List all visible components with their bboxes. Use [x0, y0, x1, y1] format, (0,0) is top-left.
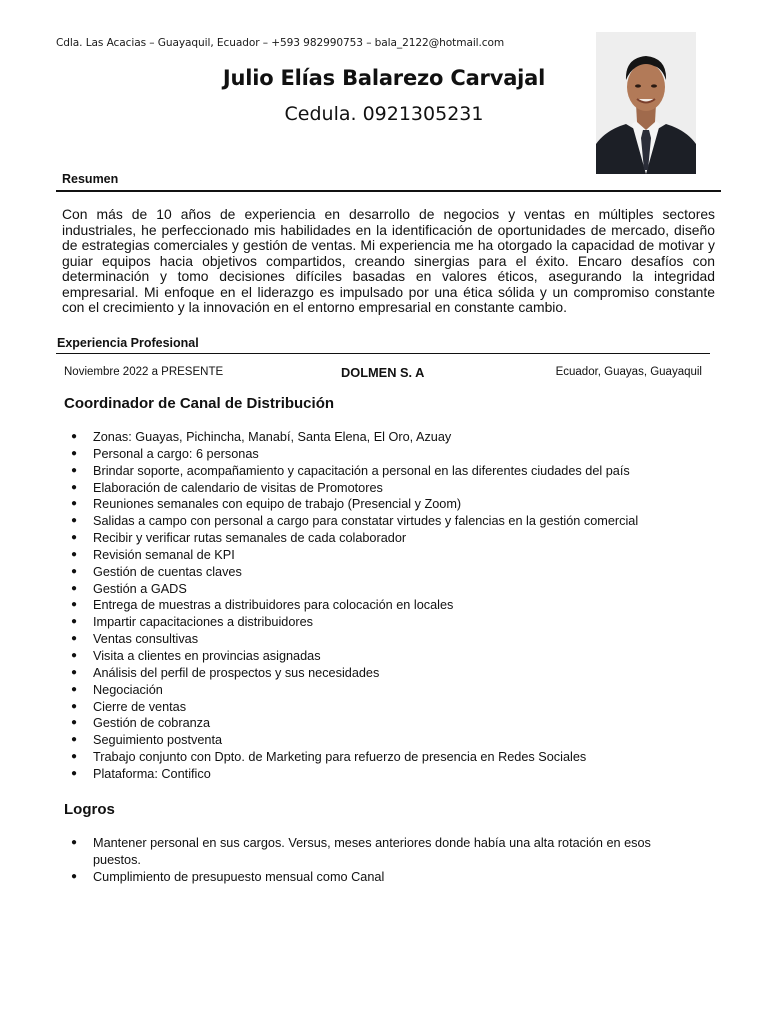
list-item: ● Zonas: Guayas, Pichincha, Manabí, Santa Elena, El Oro, Azuay	[71, 430, 452, 444]
bullet-icon: ●	[71, 633, 78, 645]
responsibilities-list	[62, 429, 702, 783]
experience-date: Noviembre 2022 a PRESENTE	[64, 366, 224, 378]
list-item: ● Ventas consultivas	[71, 632, 199, 647]
list-item: ● Recibir y verificar rutas semanales de cada colaborador	[71, 531, 407, 546]
list-item: ● Gestión de cobranza	[71, 716, 211, 731]
list-item: ● Salidas a campo con personal a cargo para constatar virtudes y falencias en la gestión comercial	[71, 514, 639, 529]
list-item: ● Plataforma: Contifico	[71, 766, 211, 781]
bullet-icon: ●	[71, 700, 78, 712]
bullet-icon: ●	[71, 532, 78, 544]
logros-heading: Logros	[64, 801, 115, 818]
list-item: ● Brindar soporte, acompañamiento y capacitación a personal en las diferentes ciudades del país	[71, 463, 630, 478]
bullet-icon: ●	[71, 837, 78, 848]
bullet-icon: ●	[71, 734, 78, 746]
bullet-icon: ●	[71, 683, 78, 695]
contact-line: Cdla. Las Acacias – Guayaquil, Ecuador – +593 982990753 – bala_2122@hotmail.com	[56, 37, 505, 49]
bullet-icon: ●	[71, 464, 78, 476]
list-item: ● Negociación	[71, 682, 163, 697]
bullet-icon: ●	[71, 515, 78, 527]
list-item: ● Personal a cargo: 6 personas	[71, 446, 259, 461]
list-item: ● Análisis del perfil de prospectos y sus necesidades	[71, 665, 380, 680]
bullet-icon: ●	[71, 481, 78, 493]
list-item: ● Mantener personal en sus cargos. Versus, meses anteriores donde había una alta rotación en esos puestos.	[71, 836, 651, 867]
bullet-icon: ●	[71, 599, 78, 611]
role-title: Coordinador de Canal de Distribución	[64, 395, 335, 412]
list-item: ● Cierre de ventas	[71, 699, 187, 714]
bullet-icon: ●	[71, 767, 78, 779]
profile-photo	[596, 32, 696, 174]
bullet-icon: ●	[71, 870, 78, 882]
resumen-divider	[56, 190, 721, 192]
list-item: ● Elaboración de calendario de visitas de Promotores	[71, 480, 383, 495]
list-item: ● Impartir capacitaciones a distribuidores	[71, 615, 314, 630]
resumen-heading: Resumen	[62, 172, 119, 186]
bullet-icon: ●	[71, 498, 78, 510]
bullet-icon: ●	[71, 582, 78, 594]
bullet-icon: ●	[71, 666, 78, 678]
bullet-icon: ●	[71, 548, 78, 560]
bullet-icon: ●	[71, 616, 78, 628]
resumen-text: Con más de 10 años de experiencia en desarrollo de negocios y ventas en múltiples sectores industriales, he perfeccionado mis habilidades en la identificación de oportunidades de mercado, diseño de estrategias comerciales y gestión de ventas. Mi experiencia me ha otorgado la capacidad de motivar y guiar equipos hacia objetivos compartidos, creando sinergias para el éxito. Encaro desafíos con determinación y tomo decisiones difíciles basadas en valores éticos, asegurando la integridad empresarial. Mi enfoque en el liderazgo es impulsado por una ética sólida y un compromiso constante con el crecimiento y la innovación en el entorno empresarial en constante cambio.	[62, 206, 715, 315]
candidate-name: Julio Elías Balarezo Carvajal	[222, 66, 546, 90]
bullet-icon: ●	[71, 717, 78, 729]
list-item: ● Revisión semanal de KPI	[71, 547, 235, 562]
logros-list	[62, 835, 687, 886]
list-item: ● Cumplimiento de presupuesto mensual como Canal	[71, 869, 385, 884]
bullet-icon: ●	[71, 649, 78, 661]
bullet-icon: ●	[71, 565, 78, 577]
experience-location: Ecuador, Guayas, Guayaquil	[555, 366, 702, 378]
list-item: ● Entrega de muestras a distribuidores para colocación en locales	[71, 598, 454, 613]
list-item: ● Reuniones semanales con equipo de trabajo (Presencial y Zoom)	[71, 497, 462, 512]
experiencia-divider	[56, 353, 710, 354]
list-item: ● Gestión de cuentas claves	[71, 564, 242, 579]
list-item: ● Gestión a GADS	[71, 581, 187, 596]
list-item: ● Visita a clientes en provincias asignadas	[71, 648, 321, 663]
bullet-icon: ●	[71, 751, 78, 763]
experience-company: DOLMEN S. A	[341, 365, 425, 380]
experiencia-heading: Experiencia Profesional	[57, 336, 199, 350]
list-item: ● Seguimiento postventa	[71, 733, 223, 748]
bullet-icon: ●	[71, 431, 78, 442]
cedula-line: Cedula. 0921305231	[284, 103, 484, 125]
bullet-icon: ●	[71, 447, 78, 459]
list-item: ● Trabajo conjunto con Dpto. de Marketing para refuerzo de presencia en Redes Sociales	[71, 750, 587, 765]
